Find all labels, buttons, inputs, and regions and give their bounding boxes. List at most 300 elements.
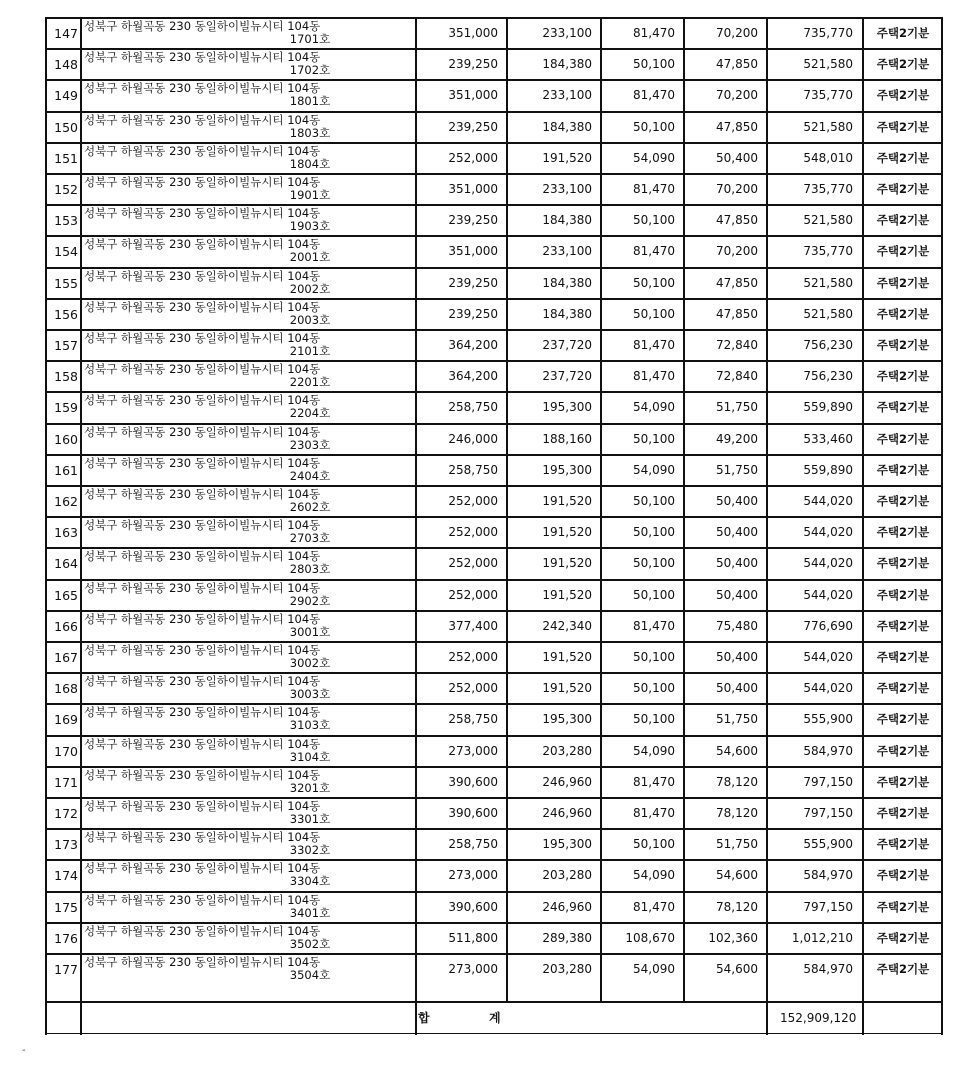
amount-cell-1: 239,250: [448, 119, 498, 134]
row-number: 176: [54, 930, 78, 946]
tax-type-cell: 주택2기분: [876, 462, 930, 477]
row-number: 153: [54, 213, 78, 229]
amount-cell-2: 246,960: [542, 774, 592, 789]
amount-cell-2: 195,300: [542, 462, 592, 477]
amount-cell-2: 233,100: [542, 26, 592, 40]
address-cell: [84, 706, 416, 734]
address-cell: [84, 894, 416, 922]
row-number: 154: [54, 244, 78, 260]
amount-cell-4: 51,750: [716, 462, 758, 477]
amount-cell-3: 54,090: [633, 743, 675, 758]
total-label-right: 계: [489, 1011, 501, 1025]
address-line: 성북구 하월곡동 230 동일하이빌뉴시티 104동: [84, 611, 321, 626]
amount-cell-1: 390,600: [448, 774, 498, 789]
tax-type-cell: 주택2기분: [876, 369, 930, 384]
row-number: 163: [54, 525, 78, 541]
tax-type-cell: 주택2기분: [876, 618, 930, 633]
amount-cell-1: 258,750: [448, 400, 498, 415]
tax-type-cell: 주택2기분: [876, 494, 930, 508]
amount-cell-4: 50,400: [716, 494, 758, 508]
unit-number: 2101호: [289, 344, 331, 358]
address-cell: [84, 613, 416, 641]
table-row: [46, 111, 942, 142]
amount-cell-1: 390,600: [448, 899, 498, 914]
unit-number: 2803호: [289, 562, 331, 577]
table-row: [46, 454, 942, 485]
amount-cell-4: 54,600: [716, 743, 758, 758]
table-row: [46, 672, 942, 703]
amount-cell-1: 511,800: [448, 930, 498, 945]
amount-cell-1: 351,000: [448, 182, 498, 196]
amount-total-cell: 544,020: [803, 587, 853, 602]
amount-cell-1: 351,000: [448, 244, 498, 259]
amount-total-cell: 544,020: [803, 494, 853, 508]
amount-cell-3: 50,100: [633, 119, 675, 134]
amount-total-cell: 756,230: [803, 369, 853, 384]
table-row: [46, 173, 942, 204]
row-number: 166: [54, 618, 78, 634]
amount-cell-2: 237,720: [542, 338, 592, 352]
table-row: [46, 735, 942, 766]
address-line: 성북구 하월곡동 230 동일하이빌뉴시티 104동: [84, 736, 321, 751]
tax-type-cell: 주택2기분: [876, 338, 930, 352]
amount-cell-4: 70,200: [716, 88, 758, 103]
amount-cell-2: 195,300: [542, 712, 592, 727]
tax-type-cell: 주택2기분: [876, 400, 930, 415]
amount-total-cell: 584,970: [803, 868, 853, 883]
address-line: 성북구 하월곡동 230 동일하이빌뉴시티 104동: [84, 799, 321, 813]
amount-cell-3: 50,100: [633, 837, 675, 852]
tax-type-cell: 주택2기분: [876, 681, 930, 696]
amount-cell-1: 252,000: [448, 650, 498, 664]
amount-cell-1: 351,000: [448, 26, 498, 40]
table-row: [46, 267, 942, 298]
amount-cell-2: 184,380: [542, 275, 592, 290]
row-number: 157: [54, 338, 78, 353]
amount-total-cell: 544,020: [803, 556, 853, 571]
tax-type-cell: 주택2기분: [876, 587, 930, 602]
amount-cell-3: 81,470: [633, 899, 675, 914]
address-cell: [84, 207, 416, 235]
amount-cell-4: 49,200: [716, 431, 758, 446]
address-line: 성북구 하월곡동 230 동일하이빌뉴시티 104동: [84, 206, 321, 221]
table-row: [46, 360, 942, 391]
tax-type-cell: 주택2기분: [876, 213, 930, 228]
unit-number: 3001호: [289, 624, 331, 639]
amount-cell-3: 50,100: [633, 306, 675, 321]
amount-cell-3: 54,090: [633, 868, 675, 883]
amount-cell-1: 273,000: [448, 743, 498, 758]
address-line: 성북구 하월곡동 230 동일하이빌뉴시티 104동: [84, 767, 321, 782]
address-cell: [84, 301, 416, 329]
address-line: 성북구 하월곡동 230 동일하이빌뉴시티 104동: [84, 175, 321, 189]
row-number: 161: [54, 462, 78, 478]
address-line: 성북구 하월곡동 230 동일하이빌뉴시티 104동: [84, 362, 321, 377]
address-cell: [84, 582, 416, 610]
tax-type-cell: 주택2기분: [876, 899, 930, 914]
table-row: [46, 797, 942, 828]
amount-cell-3: 81,470: [633, 618, 675, 633]
amount-cell-1: 252,000: [448, 150, 498, 165]
table-row: [46, 891, 942, 922]
amount-cell-1: 252,000: [448, 494, 498, 508]
amount-cell-1: 390,600: [448, 806, 498, 820]
unit-number: 3104호: [289, 749, 331, 764]
unit-number: 1803호: [289, 125, 331, 140]
address-line: 성북구 하월곡동 230 동일하이빌뉴시티 104동: [84, 923, 321, 938]
amount-cell-4: 75,480: [716, 618, 758, 633]
amount-total-cell: 521,580: [803, 306, 853, 321]
amount-total-cell: 797,150: [803, 806, 853, 820]
tax-type-cell: 주택2기분: [876, 774, 930, 789]
amount-cell-4: 51,750: [716, 712, 758, 727]
amount-cell-3: 108,670: [625, 930, 675, 945]
amount-total-cell: 559,890: [803, 400, 853, 415]
address-line: 성북구 하월곡동 230 동일하이빌뉴시티 104동: [84, 580, 321, 595]
amount-cell-3: 54,090: [633, 400, 675, 415]
amount-cell-3: 50,100: [633, 431, 675, 446]
row-number: 169: [54, 712, 78, 728]
amount-cell-4: 70,200: [716, 244, 758, 259]
amount-total-cell: 544,020: [803, 525, 853, 540]
amount-total-cell: 735,770: [803, 88, 853, 103]
address-line: 성북구 하월곡동 230 동일하이빌뉴시티 104동: [84, 830, 321, 845]
unit-number: 3302호: [289, 843, 331, 858]
amount-cell-4: 54,600: [716, 868, 758, 883]
unit-number: 3103호: [289, 718, 331, 733]
row-number: 159: [54, 400, 78, 416]
amount-cell-1: 364,200: [448, 369, 498, 384]
address-cell: [84, 488, 416, 516]
row-number: 151: [54, 150, 78, 166]
amount-total-cell: 521,580: [803, 119, 853, 134]
table-row: [46, 859, 942, 890]
table-row: [46, 485, 942, 516]
amount-cell-4: 70,200: [716, 26, 758, 40]
amount-cell-2: 184,380: [542, 57, 592, 72]
row-number: 147: [54, 26, 78, 41]
row-number: 164: [54, 556, 78, 572]
total-label-left: 합: [418, 1011, 430, 1025]
unit-number: 3002호: [289, 656, 331, 670]
row-number: 160: [54, 431, 78, 447]
amount-cell-1: 246,000: [448, 431, 498, 446]
address-line: 성북구 하월곡동 230 동일하이빌뉴시티 104동: [84, 393, 321, 408]
amount-cell-4: 78,120: [716, 774, 758, 789]
amount-cell-3: 81,470: [633, 806, 675, 820]
address-cell: [84, 457, 416, 485]
tax-type-cell: 주택2기분: [876, 26, 930, 40]
address-line: 성북구 하월곡동 230 동일하이빌뉴시티 104동: [84, 299, 321, 314]
amount-cell-4: 78,120: [716, 806, 758, 820]
table-row: [46, 766, 942, 797]
address-line: 성북구 하월곡동 230 동일하이빌뉴시티 104동: [84, 955, 321, 969]
table-row: [46, 641, 942, 672]
amount-cell-2: 191,520: [542, 650, 592, 664]
amount-cell-3: 50,100: [633, 213, 675, 228]
amount-cell-4: 47,850: [716, 306, 758, 321]
amount-cell-3: 81,470: [633, 338, 675, 352]
address-line: 성북구 하월곡동 230 동일하이빌뉴시티 104동: [84, 19, 321, 33]
table-row: [46, 953, 942, 984]
amount-total-cell: 521,580: [803, 213, 853, 228]
amount-total-cell: 521,580: [803, 57, 853, 72]
unit-number: 2602호: [289, 500, 331, 514]
address-line: 성북구 하월곡동 230 동일하이빌뉴시티 104동: [84, 643, 321, 657]
amount-cell-3: 50,100: [633, 681, 675, 696]
address-line: 성북구 하월곡동 230 동일하이빌뉴시티 104동: [84, 518, 321, 533]
unit-number: 2902호: [289, 593, 331, 608]
address-cell: [84, 176, 416, 204]
table-row: [46, 17, 942, 48]
row-number: 171: [54, 774, 78, 790]
table-row: [46, 391, 942, 422]
amount-cell-3: 50,100: [633, 556, 675, 571]
address-cell: [84, 363, 416, 391]
address-cell: [84, 114, 416, 142]
unit-number: 3401호: [289, 905, 331, 920]
amount-cell-1: 239,250: [448, 306, 498, 321]
unit-number: 2002호: [289, 281, 331, 296]
tax-type-cell: 주택2기분: [876, 182, 930, 196]
total-row: [46, 1001, 942, 1034]
tax-type-cell: 주택2기분: [876, 962, 930, 976]
amount-cell-1: 273,000: [448, 962, 498, 976]
amount-cell-1: 239,250: [448, 275, 498, 290]
amount-cell-1: 273,000: [448, 868, 498, 883]
amount-cell-2: 195,300: [542, 400, 592, 415]
amount-cell-3: 54,090: [633, 150, 675, 165]
amount-cell-4: 50,400: [716, 525, 758, 540]
unit-number: 2204호: [289, 406, 331, 421]
table-row: [46, 204, 942, 235]
amount-cell-4: 50,400: [716, 681, 758, 696]
unit-number: 3003호: [289, 687, 331, 702]
address-cell: [84, 426, 416, 454]
row-number: 149: [54, 88, 78, 104]
address-cell: [84, 519, 416, 547]
row-number: 155: [54, 275, 78, 291]
unit-number: 2703호: [289, 531, 331, 546]
amount-cell-2: 195,300: [542, 837, 592, 852]
row-number: 150: [54, 119, 78, 135]
amount-cell-2: 188,160: [542, 431, 592, 446]
amount-total-cell: 584,970: [803, 743, 853, 758]
amount-cell-3: 81,470: [633, 182, 675, 196]
tax-type-cell: 주택2기분: [876, 88, 930, 103]
amount-cell-4: 51,750: [716, 837, 758, 852]
address-line: 성북구 하월곡동 230 동일하이빌뉴시티 104동: [84, 50, 321, 65]
amount-cell-2: 246,960: [542, 806, 592, 820]
amount-cell-4: 72,840: [716, 338, 758, 352]
table-row: [46, 142, 942, 173]
amount-cell-3: 54,090: [633, 462, 675, 477]
amount-total-cell: 797,150: [803, 899, 853, 914]
footer-mark: -: [22, 1045, 26, 1056]
amount-total-cell: 735,770: [803, 26, 853, 40]
address-line: 성북구 하월곡동 230 동일하이빌뉴시티 104동: [84, 143, 321, 158]
row-number: 162: [54, 494, 78, 509]
amount-cell-1: 258,750: [448, 462, 498, 477]
amount-cell-2: 191,520: [542, 150, 592, 165]
tax-type-cell: 주택2기분: [876, 244, 930, 259]
amount-cell-3: 50,100: [633, 712, 675, 727]
tax-type-cell: 주택2기분: [876, 650, 930, 664]
row-number: 177: [54, 962, 78, 977]
amount-cell-2: 184,380: [542, 306, 592, 321]
amount-cell-4: 51,750: [716, 400, 758, 415]
address-cell: [84, 738, 416, 766]
address-line: 성북구 하월곡동 230 동일하이빌뉴시티 104동: [84, 861, 321, 876]
amount-cell-3: 50,100: [633, 650, 675, 664]
address-cell: [84, 238, 416, 266]
address-line: 성북구 하월곡동 230 동일하이빌뉴시티 104동: [84, 487, 321, 501]
amount-cell-1: 252,000: [448, 681, 498, 696]
address-line: 성북구 하월곡동 230 동일하이빌뉴시티 104동: [84, 331, 321, 345]
amount-cell-4: 50,400: [716, 587, 758, 602]
row-number: 168: [54, 681, 78, 697]
unit-number: 1903호: [289, 219, 331, 234]
table-row: [46, 828, 942, 859]
address-line: 성북구 하월곡동 230 동일하이빌뉴시티 104동: [84, 674, 321, 689]
amount-cell-1: 364,200: [448, 338, 498, 352]
address-cell: [84, 550, 416, 578]
amount-cell-2: 184,380: [542, 119, 592, 134]
address-cell: [84, 20, 416, 48]
tax-type-cell: 주택2기분: [876, 930, 930, 945]
amount-total-cell: 776,690: [803, 618, 853, 633]
row-number: 170: [54, 743, 78, 759]
amount-total-cell: 756,230: [803, 338, 853, 352]
table-row: [46, 703, 942, 734]
table-row: [46, 610, 942, 641]
amount-total-cell: 555,900: [803, 837, 853, 852]
amount-total-cell: 544,020: [803, 681, 853, 696]
address-line: 성북구 하월곡동 230 동일하이빌뉴시티 104동: [84, 705, 321, 720]
amount-cell-4: 50,400: [716, 556, 758, 571]
tax-type-cell: 주택2기분: [876, 275, 930, 290]
amount-cell-4: 47,850: [716, 275, 758, 290]
amount-cell-4: 102,360: [708, 930, 758, 945]
unit-number: 2001호: [289, 250, 331, 265]
amount-cell-2: 233,100: [542, 182, 592, 196]
amount-cell-2: 203,280: [542, 868, 592, 883]
row-number: 175: [54, 899, 78, 915]
amount-cell-3: 81,470: [633, 774, 675, 789]
tax-type-cell: 주택2기분: [876, 306, 930, 321]
address-cell: [84, 51, 416, 79]
table-row: [46, 235, 942, 266]
amount-cell-2: 184,380: [542, 213, 592, 228]
amount-total-cell: 533,460: [803, 431, 853, 446]
unit-number: 1701호: [289, 32, 331, 46]
amount-cell-4: 47,850: [716, 57, 758, 72]
amount-total-cell: 548,010: [803, 150, 853, 165]
unit-number: 1801호: [289, 94, 331, 109]
amount-total-cell: 544,020: [803, 650, 853, 664]
address-cell: [84, 956, 416, 984]
row-number: 156: [54, 306, 78, 322]
table-row: [46, 48, 942, 79]
address-cell: [84, 270, 416, 298]
address-cell: [84, 644, 416, 672]
amount-cell-2: 289,380: [542, 930, 592, 945]
unit-number: 1901호: [289, 188, 331, 202]
amount-cell-2: 191,520: [542, 525, 592, 540]
address-line: 성북구 하월곡동 230 동일하이빌뉴시티 104동: [84, 237, 321, 252]
address-cell: [84, 925, 416, 953]
address-line: 성북구 하월곡동 230 동일하이빌뉴시티 104동: [84, 112, 321, 127]
unit-number: 3502호: [289, 936, 331, 951]
address-line: 성북구 하월곡동 230 동일하이빌뉴시티 104동: [84, 424, 321, 439]
grand-total-value: 152,909,120: [780, 1011, 857, 1025]
row-number: 148: [54, 57, 78, 73]
unit-number: 2003호: [289, 312, 331, 327]
row-number: 165: [54, 587, 78, 603]
amount-cell-3: 54,090: [633, 962, 675, 976]
address-cell: [84, 862, 416, 890]
unit-number: 3201호: [289, 780, 331, 795]
amount-cell-2: 246,960: [542, 899, 592, 914]
amount-total-cell: 1,012,210: [791, 930, 853, 945]
row-number: 158: [54, 369, 78, 385]
amount-cell-4: 54,600: [716, 962, 758, 976]
amount-cell-4: 50,400: [716, 150, 758, 165]
unit-number: 3504호: [289, 968, 331, 982]
address-line: 성북구 하월곡동 230 동일하이빌뉴시티 104동: [84, 81, 321, 96]
address-line: 성북구 하월곡동 230 동일하이빌뉴시티 104동: [84, 549, 321, 564]
amount-cell-2: 203,280: [542, 962, 592, 976]
address-line: 성북구 하월곡동 230 동일하이빌뉴시티 104동: [84, 892, 321, 907]
amount-cell-3: 50,100: [633, 525, 675, 540]
amount-cell-1: 258,750: [448, 712, 498, 727]
tax-type-cell: 주택2기분: [876, 806, 930, 820]
amount-total-cell: 735,770: [803, 244, 853, 259]
tax-type-cell: 주택2기분: [876, 119, 930, 134]
amount-cell-2: 233,100: [542, 244, 592, 259]
unit-number: 3304호: [289, 874, 331, 889]
address-cell: [84, 332, 416, 360]
table-row: [46, 79, 942, 110]
amount-cell-2: 237,720: [542, 369, 592, 384]
unit-number: 1702호: [289, 63, 331, 78]
address-line: 성북구 하월곡동 230 동일하이빌뉴시티 104동: [84, 455, 321, 470]
amount-total-cell: 797,150: [803, 774, 853, 789]
amount-cell-1: 252,000: [448, 525, 498, 540]
amount-cell-2: 191,520: [542, 681, 592, 696]
amount-cell-1: 258,750: [448, 837, 498, 852]
table-row: [46, 423, 942, 454]
amount-cell-4: 50,400: [716, 650, 758, 664]
amount-cell-1: 239,250: [448, 213, 498, 228]
amount-total-cell: 559,890: [803, 462, 853, 477]
address-cell: [84, 82, 416, 110]
tax-type-cell: 주택2기분: [876, 743, 930, 758]
table-row: [46, 922, 942, 953]
amount-cell-1: 252,000: [448, 587, 498, 602]
tax-type-cell: 주택2기분: [876, 57, 930, 72]
amount-cell-3: 50,100: [633, 494, 675, 508]
address-line: 성북구 하월곡동 230 동일하이빌뉴시티 104동: [84, 268, 321, 283]
table-row: [46, 516, 942, 547]
amount-cell-1: 377,400: [448, 618, 498, 633]
tax-type-cell: 주택2기분: [876, 525, 930, 540]
address-cell: [84, 145, 416, 173]
address-cell: [84, 394, 416, 422]
row-number: 152: [54, 182, 78, 197]
amount-cell-1: 351,000: [448, 88, 498, 103]
amount-cell-2: 203,280: [542, 743, 592, 758]
